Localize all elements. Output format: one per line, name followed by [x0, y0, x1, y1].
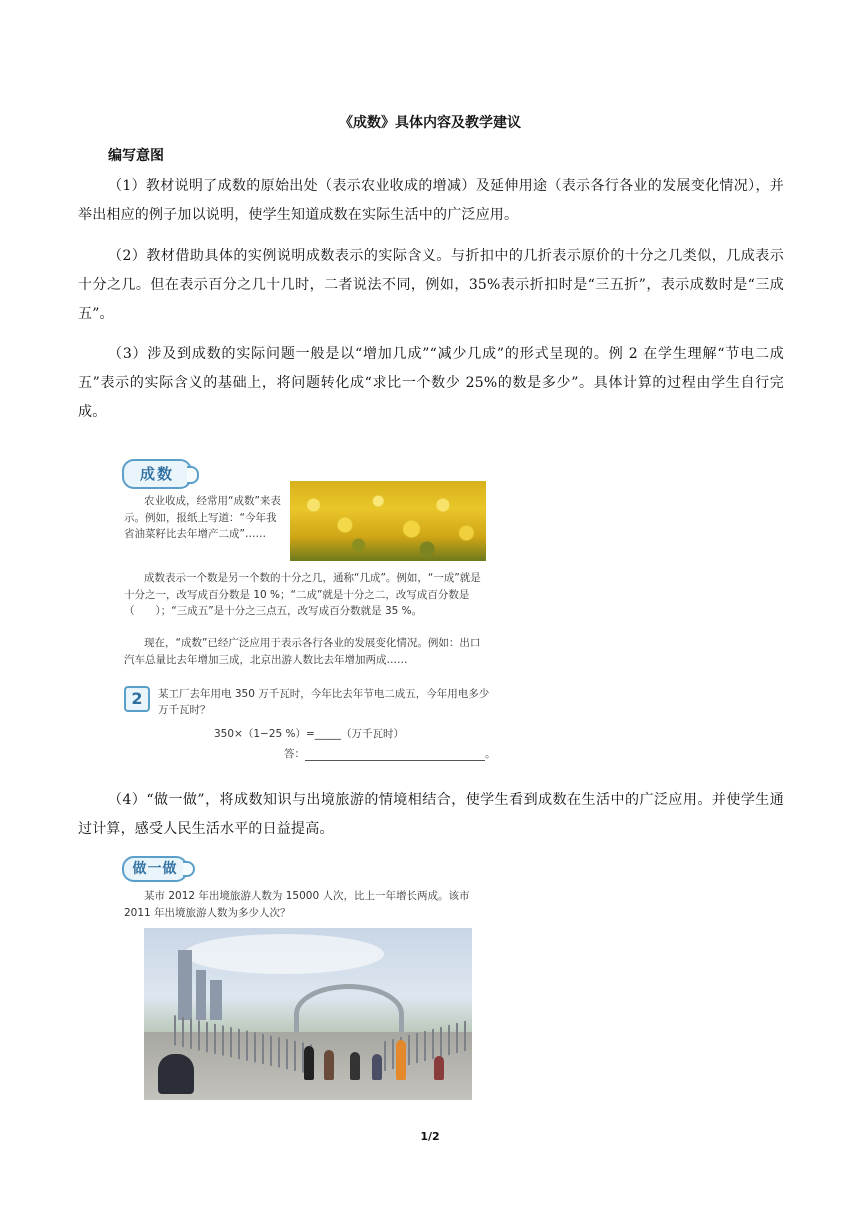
- paragraph-4: （4）“做一做”，将成数知识与出境旅游的情境相结合，使学生看到成数在生活中的广泛应用。并使学生通过计算，感受人民生活水平的日益提高。: [78, 792, 784, 837]
- paragraph-1: （1）教材说明了成数的原始出处（表示农业收成的增减）及延伸用途（表示各行各业的发展变化情况），并举出相应的例子加以说明，使学生知道成数在实际生活中的广泛应用。: [78, 178, 784, 223]
- section-tag: [122, 459, 192, 489]
- person-shape: [372, 1054, 382, 1080]
- skyscraper-shape: [178, 950, 192, 1020]
- rapeseed-field-photo: [290, 481, 486, 561]
- skyscraper-shape: [196, 970, 206, 1020]
- answer-blank: [305, 751, 485, 761]
- document-title: 《成数》具体内容及教学建议: [339, 115, 521, 131]
- person-shape: [304, 1046, 314, 1080]
- textbook-explain-text: 成数表示一个数是另一个数的十分之几，通称“几成”。例如，“一成”就是十分之一，改写成百分数是 10 %；“二成”就是十分之二，改写成百分数是（ ）；“三成五”是十分之三点五，改写成百分数就是 35 %。: [124, 572, 481, 617]
- paragraph-2: （2）教材借助具体的实例说明成数表示的实际含义。与折扣中的几折表示原价的十分之几类似，几成表示十分之几。但在表示百分之几十几时，二者说法不同，例如，35%表示折扣时是“三五折”，表示成数时是“三成五”。: [78, 248, 784, 322]
- textbook-example-2: [118, 686, 496, 766]
- cloud-shape: [184, 934, 384, 974]
- practice-problem-text: 某市 2012 年出境旅游人数为 15000 人次，比上一年增长两成。该市 2011 年出境旅游人数为多少人次？: [124, 890, 470, 919]
- person-shape: [158, 1054, 194, 1094]
- section-tag-practice-label: 做一做: [132, 861, 178, 877]
- scroll-curl-icon: [187, 466, 199, 484]
- example-number-badge: 2: [124, 686, 150, 712]
- example-formula: 350×（1−25 %）=_____（万千瓦时）: [214, 728, 405, 740]
- example-answer-line: 答： 。: [284, 748, 496, 760]
- section-heading: 编写意图: [108, 148, 164, 164]
- answer-label: 答：: [284, 748, 305, 760]
- textbook-usage-text: 现在，“成数”已经广泛应用于表示各行各业的发展变化情况。例如：出口汽车总量比去年增加三成，北京出游人数比去年增加两成……: [124, 637, 481, 666]
- section-tag-label: 成数: [139, 465, 174, 483]
- example-problem-text: 某工厂去年用电 350 万千瓦时，今年比去年节电二成五，今年用电多少万千瓦时？: [158, 688, 490, 716]
- skyscraper-shape: [210, 980, 222, 1020]
- scroll-curl-icon: [183, 861, 195, 877]
- bridge-tourists-photo: [144, 928, 472, 1100]
- person-shape: [324, 1050, 334, 1080]
- page-number: 1/2: [420, 1130, 440, 1143]
- section-tag-practice: [122, 856, 188, 882]
- paragraph-3: （3）涉及到成数的实际问题一般是以“增加几成”“减少几成”的形式呈现的。例 2 在学生理解“节电二成五”表示的实际含义的基础上，将问题转化成“求比一个数少 25%的数是多少”。具体计算的过程由学生自行完成。: [78, 346, 784, 420]
- textbook-excerpt-chengshu: [118, 455, 496, 717]
- textbook-intro-text: 农业收成，经常用“成数”来表示。例如，报纸上写道：“今年我省油菜籽比去年增产二成”……: [124, 495, 281, 540]
- textbook-excerpt-zuoyizuo: [118, 856, 478, 1106]
- person-shape: [434, 1056, 444, 1080]
- person-shape: [396, 1040, 406, 1080]
- person-shape: [350, 1052, 360, 1080]
